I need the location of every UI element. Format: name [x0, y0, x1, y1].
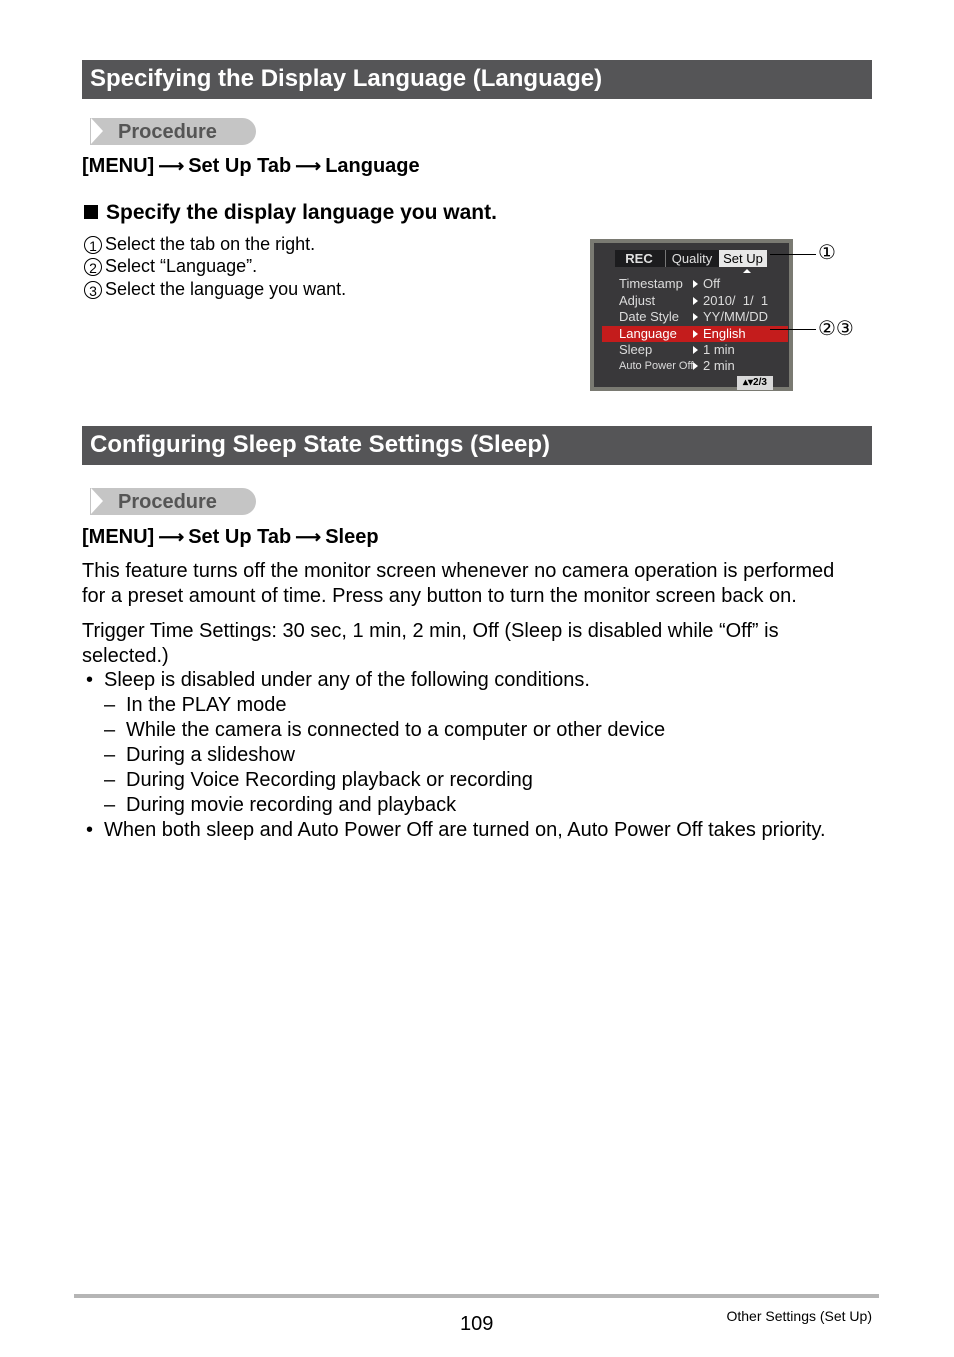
menu-row-selected: Language English	[602, 326, 788, 342]
section-header-language	[82, 60, 872, 99]
tab-setup: Set Up	[719, 250, 767, 267]
step-heading: Specify the display language you want.	[84, 201, 497, 225]
chevron-icon	[91, 488, 103, 514]
callout-2-3: ②③	[818, 318, 854, 340]
section-title: Specifying the Display Language (Language)	[90, 65, 603, 92]
sub-item: – In the PLAY mode	[104, 694, 287, 716]
section-title: Configuring Sleep State Settings (Sleep)	[90, 431, 551, 458]
callout-1: ①	[818, 242, 836, 264]
section-header-sleep	[82, 426, 872, 465]
step-1: 1 Select the tab on the right.	[84, 234, 315, 255]
scroll-up-icon	[743, 269, 751, 273]
tab-quality: Quality	[665, 250, 718, 267]
menu-row: Adjust 2010/ 1/ 1	[619, 293, 769, 308]
page-indicator: ▴▾2/3	[737, 376, 773, 390]
footer-section-name: Other Settings (Set Up)	[726, 1308, 872, 1324]
square-bullet-icon	[84, 205, 98, 219]
paragraph: Trigger Time Settings: 30 sec, 1 min, 2 min, Off (Sleep is disabled while “Off” is selected.)	[82, 620, 779, 667]
procedure-label: Procedure	[82, 118, 256, 145]
menu-path: [MENU] ⟶ Set Up Tab ⟶ Language	[82, 155, 420, 177]
arrow-right-icon: ⟶	[295, 156, 322, 176]
sub-item: – During a slideshow	[104, 744, 295, 766]
callout-line	[770, 254, 816, 255]
menu-row: Date Style YY/MM/DD	[619, 309, 768, 324]
page-number: 109	[460, 1313, 494, 1335]
menu-row: Auto Power Off 2 min	[619, 358, 735, 373]
menu-tabs	[615, 250, 767, 267]
step-2: 2 Select “Language”.	[84, 256, 257, 277]
arrow-right-icon: ⟶	[158, 156, 185, 176]
arrow-right-icon: ⟶	[158, 527, 185, 547]
paragraph: This feature turns off the monitor screen whenever no camera operation is performed for a preset amount of time. Press any button to turn the monitor screen back on.	[82, 560, 835, 607]
menu-row: Timestamp Off	[619, 276, 721, 291]
bullet-item: • Sleep is disabled under any of the following conditions.	[86, 669, 590, 691]
sub-item: – During movie recording and playback	[104, 794, 457, 816]
bullet-item: • When both sleep and Auto Power Off are turned on, Auto Power Off takes priority.	[86, 819, 826, 841]
camera-menu-screen	[590, 239, 793, 391]
callout-line	[770, 329, 816, 330]
tab-rec: REC	[625, 251, 653, 266]
step-3: 3 Select the language you want.	[84, 279, 346, 300]
menu-path: [MENU] ⟶ Set Up Tab ⟶ Sleep	[82, 526, 379, 548]
sub-item: – While the camera is connected to a computer or other device	[104, 719, 666, 741]
footer-divider	[74, 1294, 879, 1298]
menu-row: Sleep 1 min	[619, 342, 735, 357]
arrow-right-icon: ⟶	[295, 527, 322, 547]
procedure-label: Procedure	[82, 488, 256, 515]
sub-item: – During Voice Recording playback or recording	[104, 769, 533, 791]
chevron-icon	[91, 118, 103, 144]
